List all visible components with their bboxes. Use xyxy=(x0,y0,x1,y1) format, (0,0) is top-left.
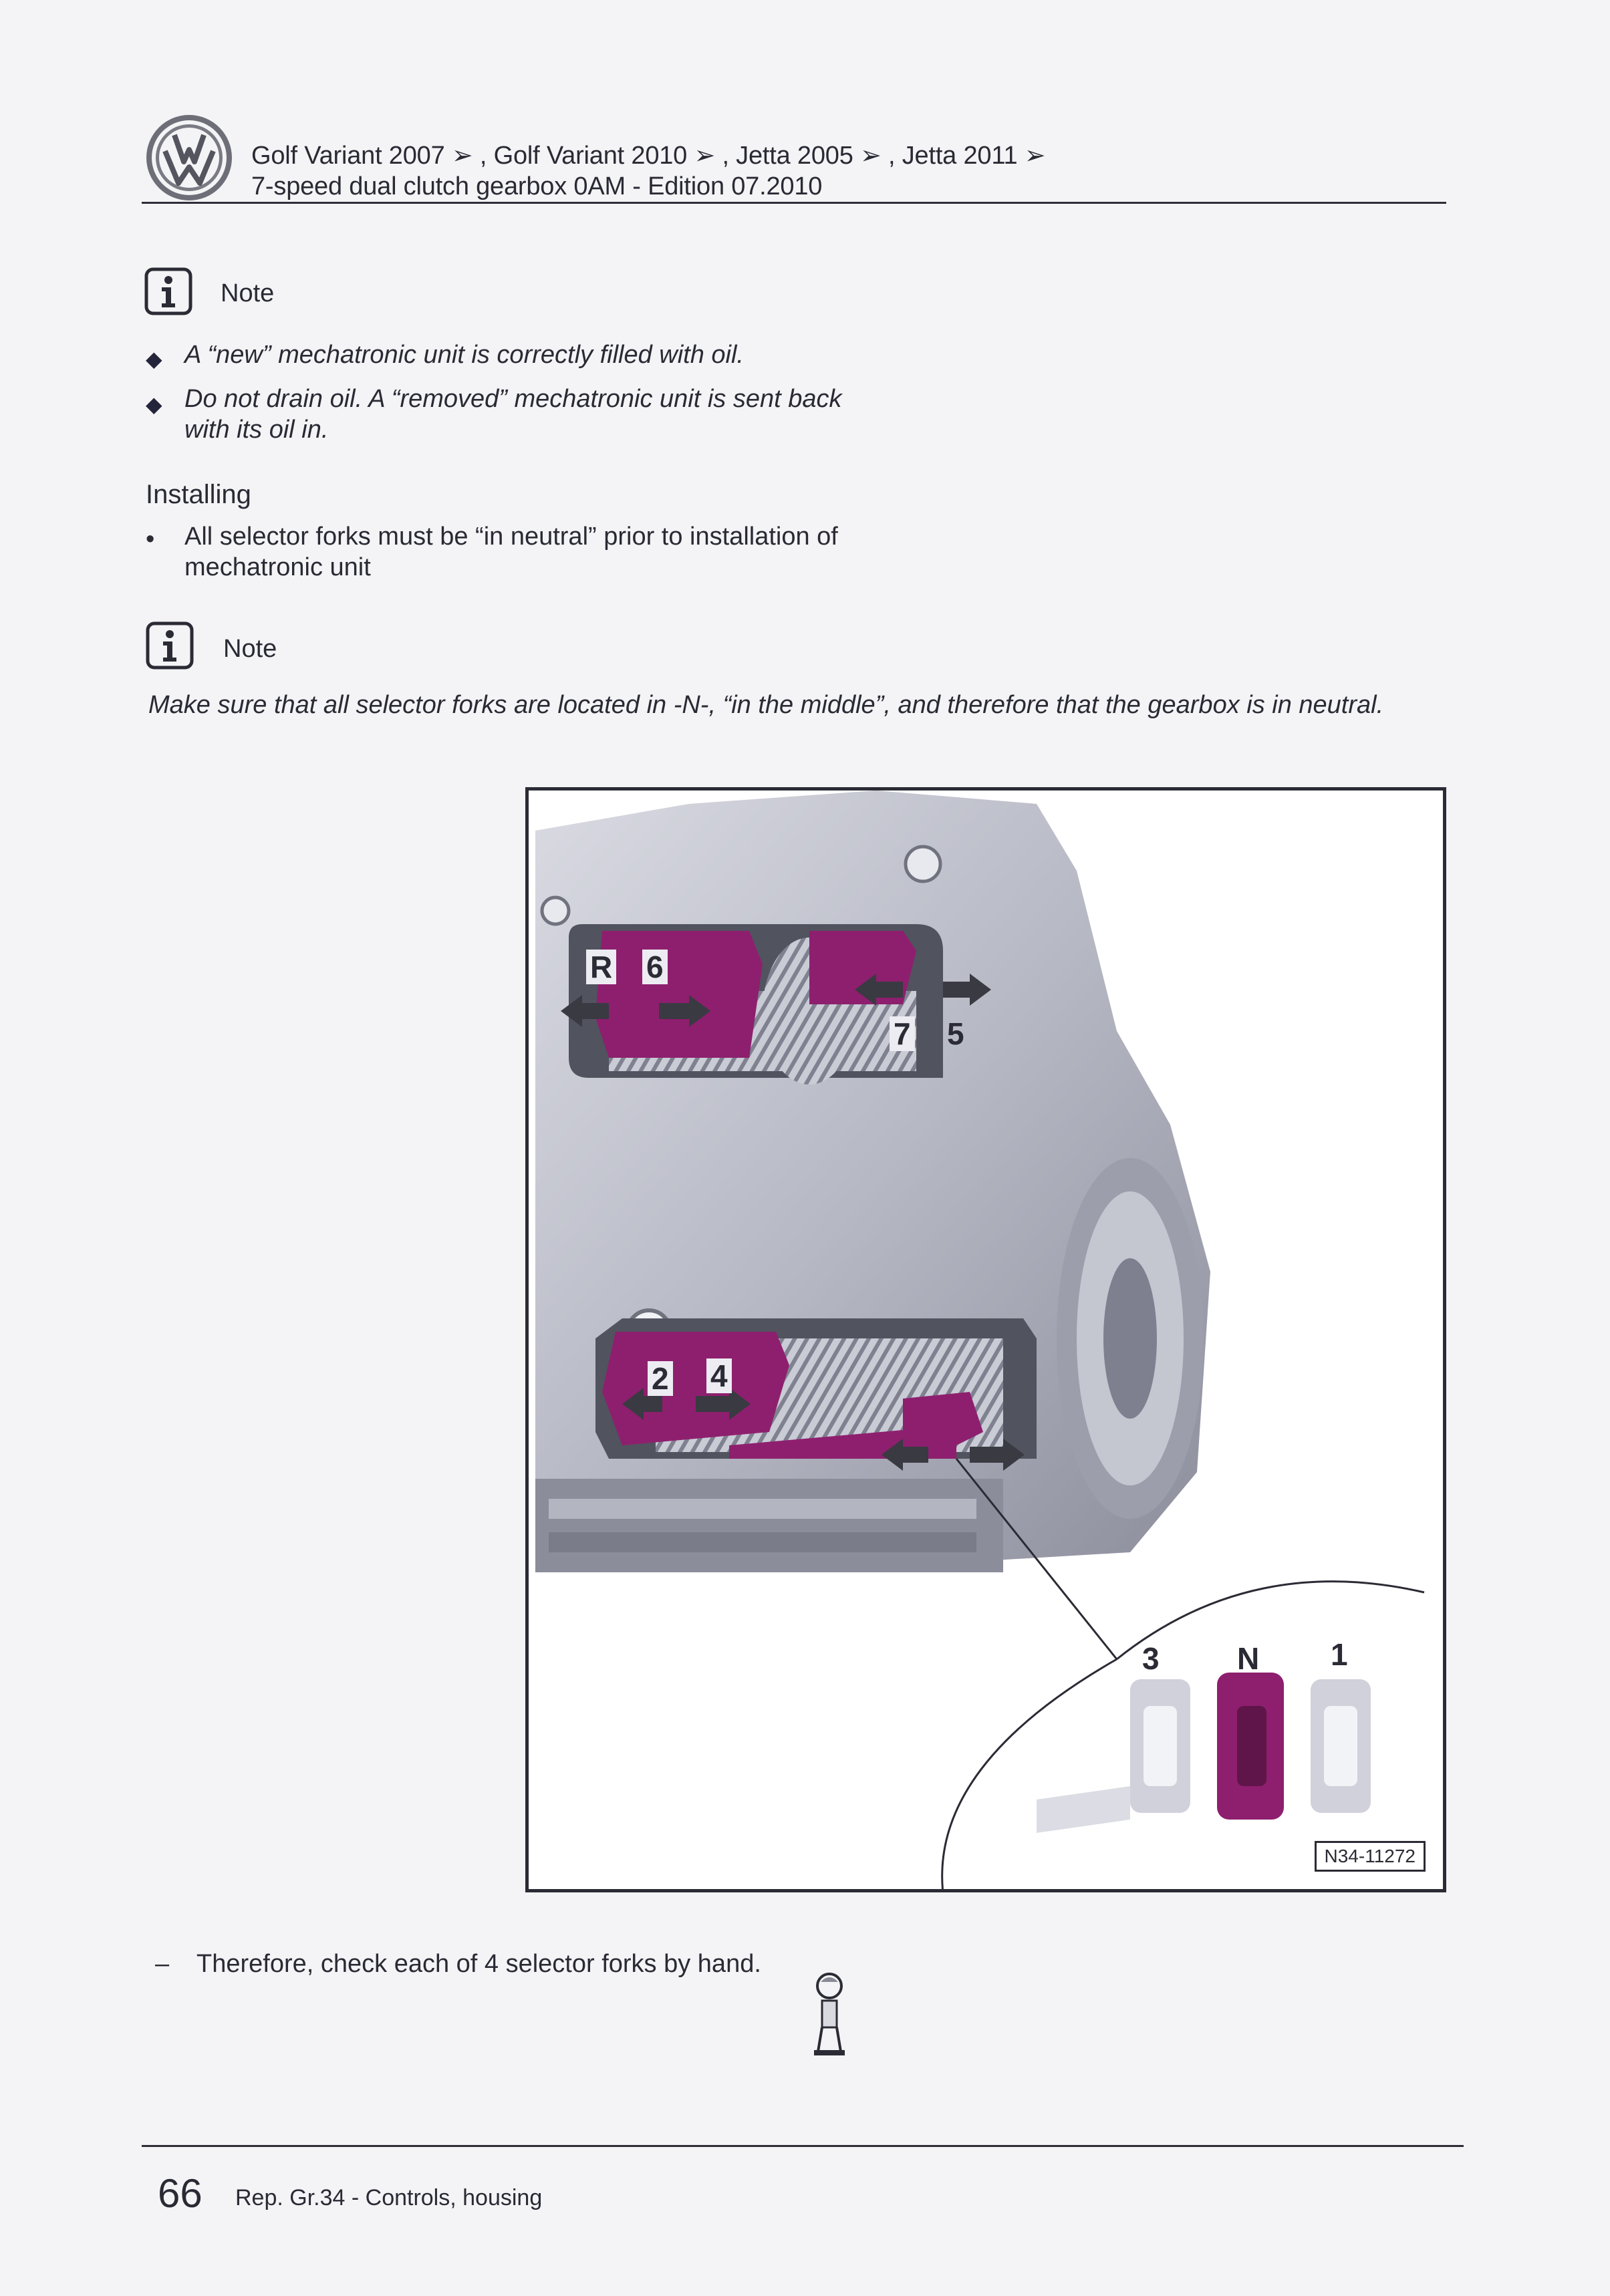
vw-logo xyxy=(144,112,235,203)
gearbox-figure xyxy=(525,787,1446,1892)
gate-label-1: 1 xyxy=(1331,1637,1348,1672)
gear-label-4: 4 xyxy=(706,1358,732,1393)
footer-rule xyxy=(142,2145,1464,2147)
step-text: Therefore, check each of 4 selector forks by hand. xyxy=(196,1950,761,1978)
header-edition: 7-speed dual clutch gearbox 0AM - Edition 07.2010 xyxy=(251,172,823,200)
gear-label-5: 5 xyxy=(947,1016,964,1051)
gate-label-n: N xyxy=(1237,1641,1260,1676)
page-number: 66 xyxy=(158,2171,203,2216)
gate-label-3: 3 xyxy=(1142,1641,1160,1676)
figure-id: N34-11272 xyxy=(1315,1841,1426,1872)
mechanic-icon xyxy=(809,1971,850,2058)
info-icon xyxy=(144,267,192,315)
bullet-diamond-icon: ◆ xyxy=(146,392,162,416)
gear-label-6: 6 xyxy=(642,950,668,984)
info-icon xyxy=(146,621,194,670)
header-models: Golf Variant 2007 ➢ , Golf Variant 2010 ➢ , Jetta 2005 ➢ , Jetta 2011 ➢ xyxy=(251,142,1046,170)
footer-title: Rep. Gr.34 - Controls, housing xyxy=(235,2185,543,2210)
gear-label-7: 7 xyxy=(890,1016,915,1051)
step-dash: – xyxy=(155,1950,170,1978)
bullet-diamond-icon: ◆ xyxy=(146,347,162,371)
header-rule xyxy=(142,202,1446,204)
note-text: Make sure that all selector forks are located in -N-, “in the middle”, and therefore that the gearbox is in neutral. xyxy=(148,691,1384,719)
note-label: Note xyxy=(223,635,277,663)
section-heading: Installing xyxy=(146,480,251,509)
note-item: A “new” mechatronic unit is correctly filled with oil. xyxy=(184,341,744,369)
installing-text-continued: mechatronic unit xyxy=(184,553,371,581)
gear-label-2: 2 xyxy=(648,1361,673,1396)
installing-text: All selector forks must be “in neutral” prior to installation of xyxy=(184,523,838,551)
gear-label-r: R xyxy=(586,950,616,984)
note-label: Note xyxy=(221,279,275,307)
note-item: Do not drain oil. A “removed” mechatronic unit is sent back xyxy=(184,385,842,413)
bullet-dot: • xyxy=(146,525,155,553)
note-item-continued: with its oil in. xyxy=(184,416,329,444)
